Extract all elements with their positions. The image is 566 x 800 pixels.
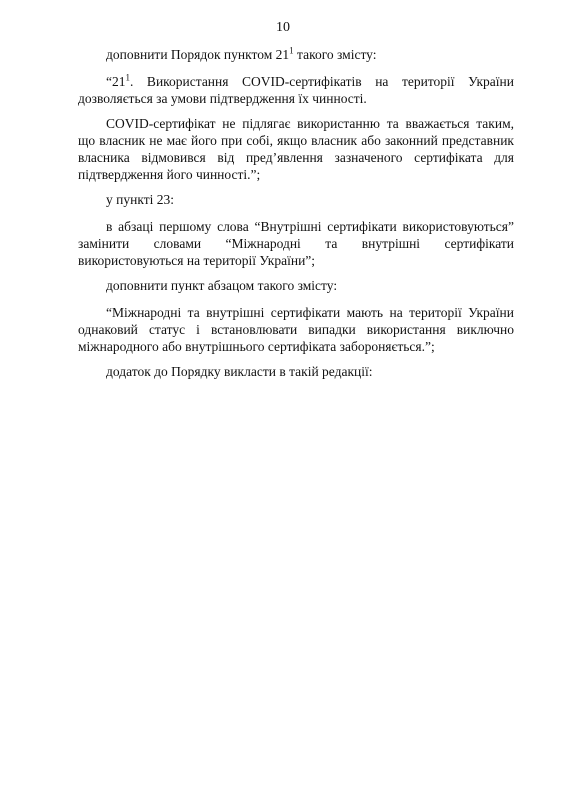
superscript: 1 <box>289 45 294 56</box>
paragraph-appendix: додаток до Порядку викласти в такій редакції: <box>106 364 373 379</box>
paragraph-text: . Використання COVID-сертифікатів на території України дозволяється за умови підтвердження їх чинності. <box>78 74 514 106</box>
paragraph-certificate-status: “Міжнародні та внутрішні сертифікати мають на території України однаковий статус і встановлювати випадки використання виключно міжнародного або внутрішнього сертифіката забороняється.”; <box>78 305 514 354</box>
document-body <box>78 46 514 390</box>
paragraph-covid-certificate: COVID-сертифікат не підлягає використанню та вважається таким, що власник не має його при собі, якщо власник або законний представник власника відмовився від пред’явлення зазначеного сертифіката для підтвердження його чинності.”; <box>78 116 514 182</box>
paragraph-point-23: у пункті 23: <box>106 192 174 207</box>
paragraph-text: доповнити Порядок пунктом 21 <box>106 47 290 62</box>
paragraph-add-point <box>78 46 514 63</box>
paragraph-replace-words: в абзаці першому слова “Внутрішні сертифікати використовуються” замінити словами “Міжнародні та внутрішні сертифікати використовуються на території України”; <box>78 219 514 268</box>
paragraph-add-subparagraph: доповнити пункт абзацом такого змісту: <box>106 278 338 293</box>
superscript: 1 <box>125 72 130 83</box>
paragraph-text: “21 <box>106 74 126 89</box>
paragraph-text: такого змісту: <box>293 47 377 62</box>
page-number: 10 <box>276 20 290 35</box>
paragraph-point-21-1 <box>78 73 514 107</box>
